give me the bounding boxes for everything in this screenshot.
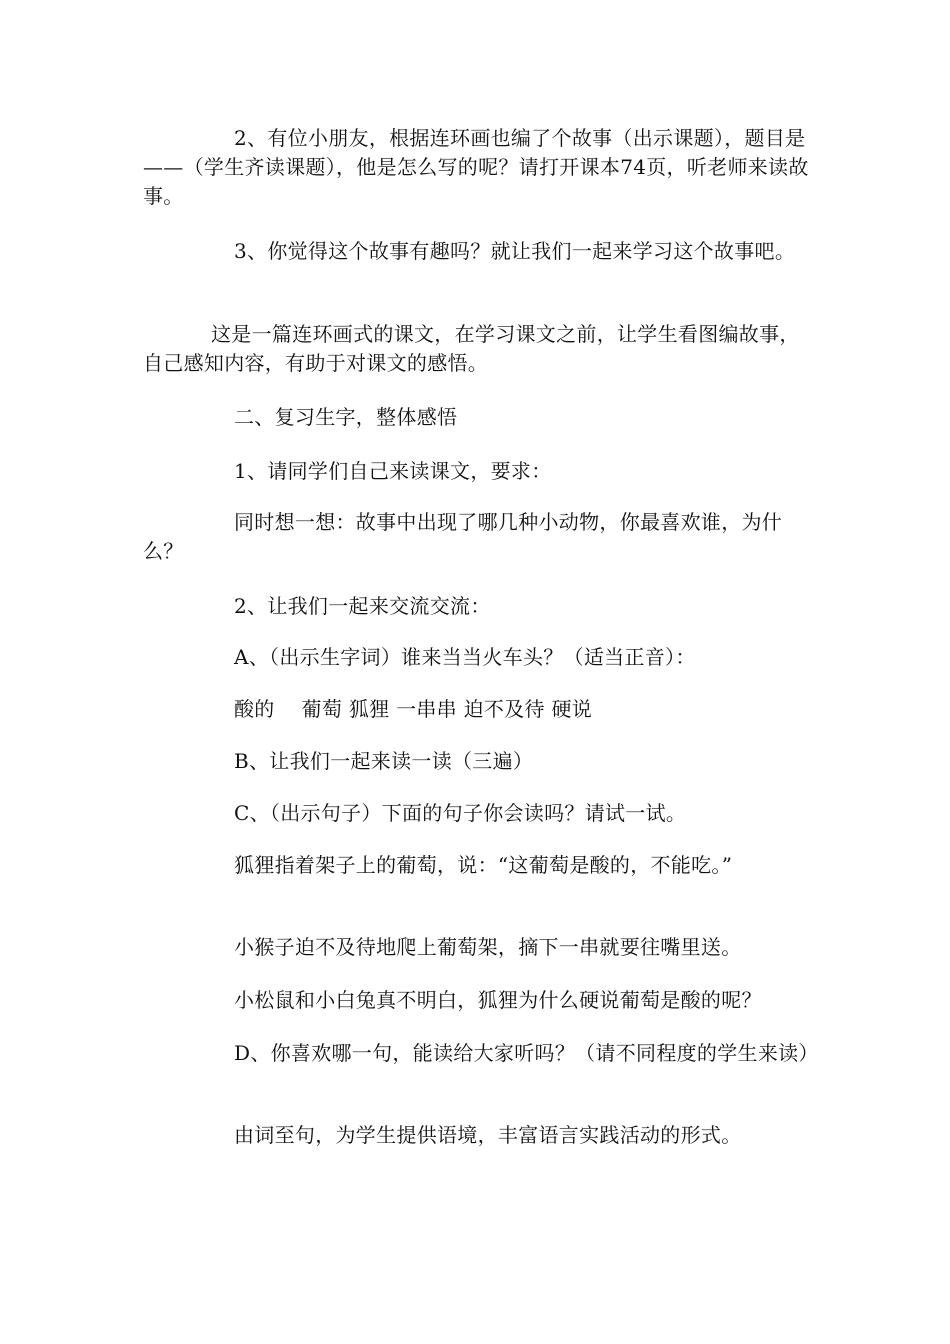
paragraph-item-d: D、你喜欢哪一句，能读给大家听吗？（请不同程度的学生来读） <box>234 1041 819 1065</box>
paragraph-exchange: 2、让我们一起来交流交流： <box>234 594 491 618</box>
paragraph-sentence-squirrel: 小松鼠和小白兔真不明白，狐狸为什么硬说葡萄是酸的呢？ <box>234 988 762 1012</box>
paragraph-think-question: 同时想一想：故事中出现了哪几种小动物，你最喜欢谁，为什么？ <box>143 510 783 563</box>
section-heading-review: 二、复习生字，整体感悟 <box>234 405 458 429</box>
paragraph-read-instruction: 1、请同学们自己来读课文，要求： <box>234 459 552 483</box>
paragraph-sentence-fox: 狐狸指着架子上的葡萄，说：“这葡萄是酸的，不能吃。” <box>234 853 733 877</box>
paragraph-interest-question: 3、你觉得这个故事有趣吗？就让我们一起来学习这个故事吧。 <box>234 239 796 263</box>
paragraph-item-c: C、（出示句子）下面的句子你会读吗？请试一试。 <box>234 801 687 825</box>
paragraph-commentary-1: 这是一篇连环画式的课文，在学习课文之前，让学生看图编故事，自己感知内容，有助于对课文的感悟。 <box>143 322 800 375</box>
paragraph-commentary-2: 由词至句，为学生提供语境，丰富语言实践活动的形式。 <box>234 1123 742 1147</box>
paragraph-item-b: B、让我们一起来读一读（三遍） <box>234 749 534 773</box>
paragraph-item-a: A、（出示生字词）谁来当当火车头？（适当正音）： <box>234 645 696 669</box>
paragraph-sentence-monkey: 小猴子迫不及待地爬上葡萄架，摘下一串就要往嘴里送。 <box>234 935 742 959</box>
paragraph-word-list: 酸的 葡萄 狐狸 一串串 迫不及待 硬说 <box>234 697 593 721</box>
paragraph-story-intro: 2、有位小朋友，根据连环画也编了个故事（出示课题），题目是——（学生齐读课题），他是怎么写的呢？请打开课本74页，听老师来读故事。 <box>143 126 809 208</box>
